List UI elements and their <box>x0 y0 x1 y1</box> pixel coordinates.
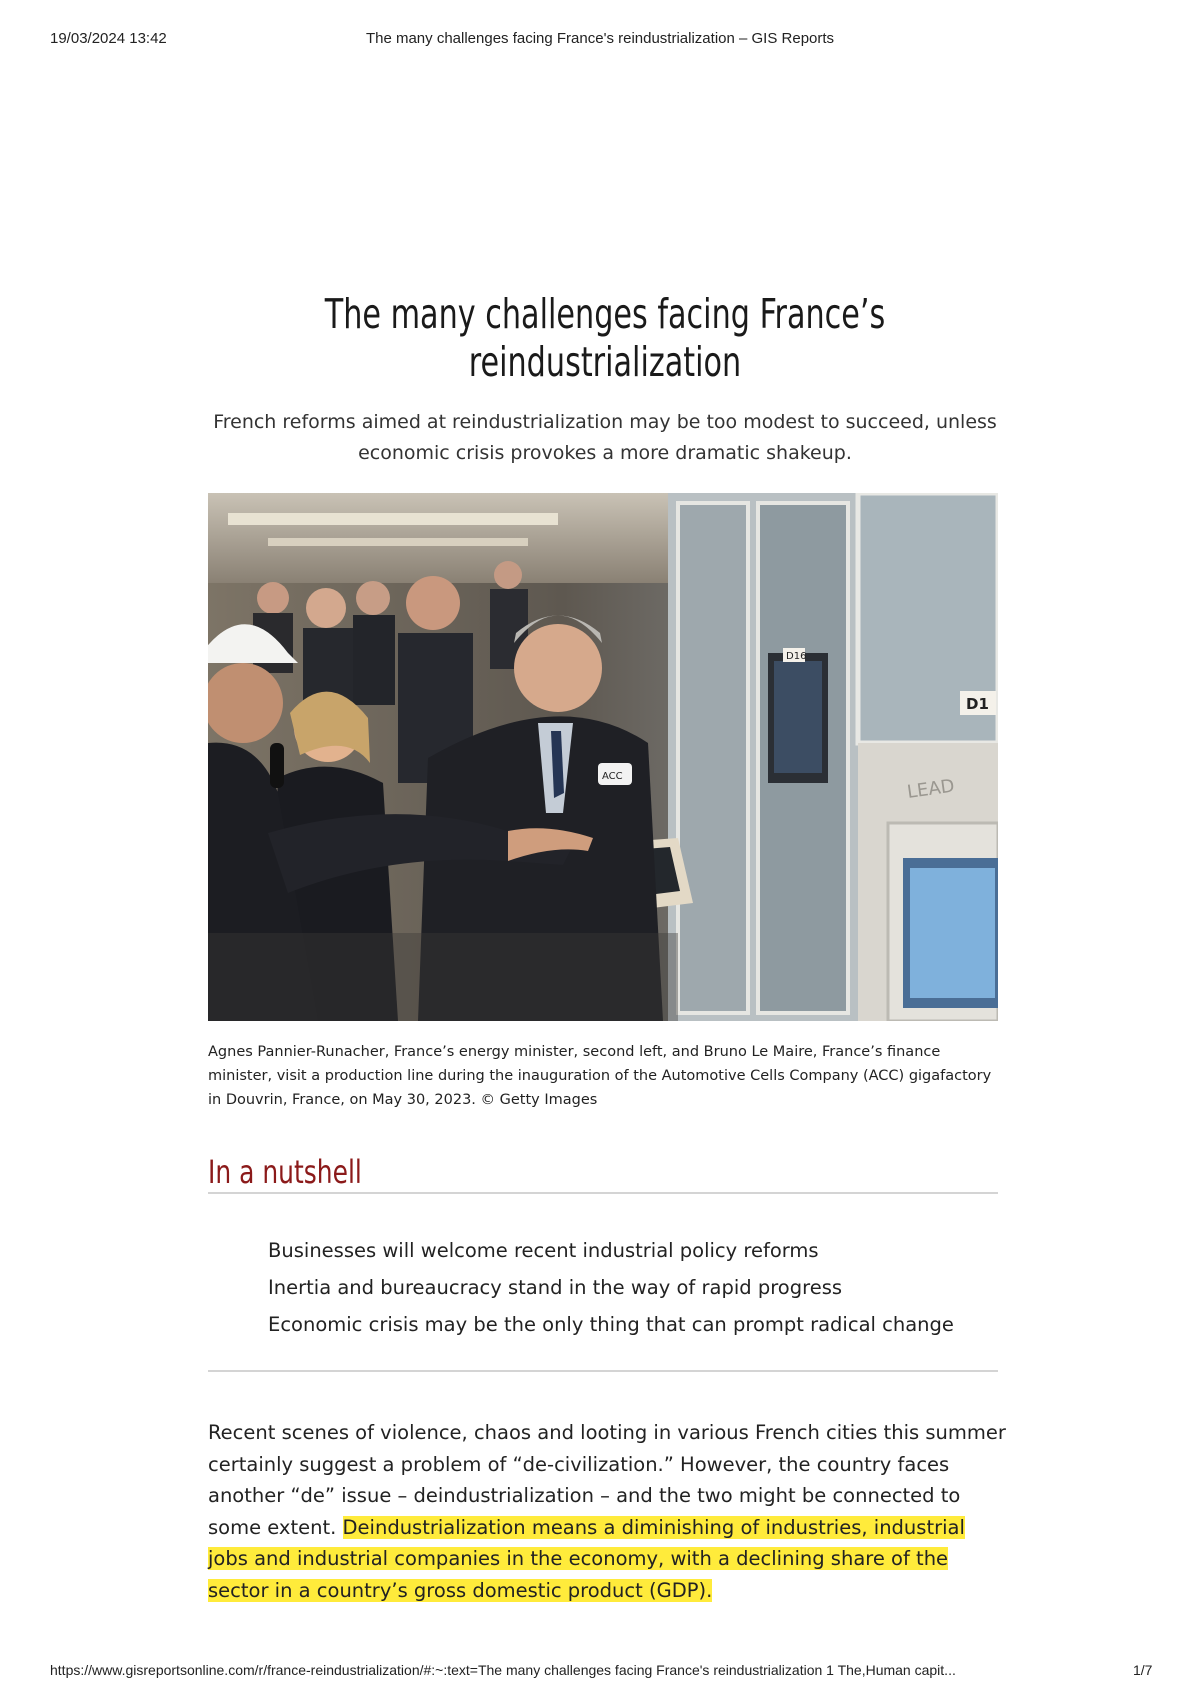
nutshell-item: Inertia and bureaucracy stand in the way of rapid progress <box>268 1276 843 1299</box>
divider-top <box>208 1192 998 1194</box>
nutshell-item: Economic crisis may be the only thing that can prompt radical change <box>268 1313 954 1336</box>
article-subtitle: French reforms aimed at reindustrialization may be too modest to succeed, unless economic crisis provokes a more dramatic shakeup. <box>213 411 997 464</box>
hero-image <box>208 493 998 1021</box>
sign-lead: LEAD <box>905 775 956 803</box>
image-caption: Agnes Pannier-Runacher, France’s energy minister, second left, and Bruno Le Maire, France’s finance minister, visit a production line during the inauguration of the Automotive Cells Company (ACC) gigafactory in Douvrin, France, on May 30, 2023. © Getty Images <box>208 1044 992 1108</box>
sign-d16: D16 <box>786 651 807 662</box>
body-plain-text: Recent scenes of violence, chaos and looting in various French cities this summer certainly suggest a problem of “de-civilization.” However, the country faces another “de” issue – deindustrialization – and the two might be connected to some extent. <box>208 1421 1006 1539</box>
article-body-paragraph <box>208 1417 1008 1606</box>
nutshell-item: Businesses will welcome recent industrial policy reforms <box>268 1239 819 1262</box>
page-number: 1/7 <box>1133 1662 1153 1678</box>
print-header <box>0 30 1200 50</box>
print-timestamp: 19/03/2024 13:42 <box>50 30 167 47</box>
print-footer <box>0 1662 1200 1682</box>
nutshell-list <box>268 1232 954 1343</box>
sign-d1: D1 <box>966 695 989 713</box>
highlighted-text[interactable]: Deindustrialization means a diminishing of industries, industrial jobs and industrial companies in the economy, with a declining share of the sector in a country’s gross domestic product (GDP). <box>208 1515 965 1602</box>
acc-badge-text: ACC <box>602 771 623 782</box>
print-url: https://www.gisreportsonline.com/r/france-reindustrialization/#:~:text=The many challenges facing France's reindustrialization 1 The,Human capit... <box>50 1662 956 1678</box>
factory-visit-photo <box>208 493 998 1021</box>
nutshell-heading: In a nutshell <box>208 1153 362 1191</box>
print-page-title: The many challenges facing France's reindustrialization – GIS Reports <box>365 30 835 47</box>
article-title: The many challenges facing France’s reindustrialization <box>324 290 886 386</box>
divider-bottom <box>208 1370 998 1372</box>
